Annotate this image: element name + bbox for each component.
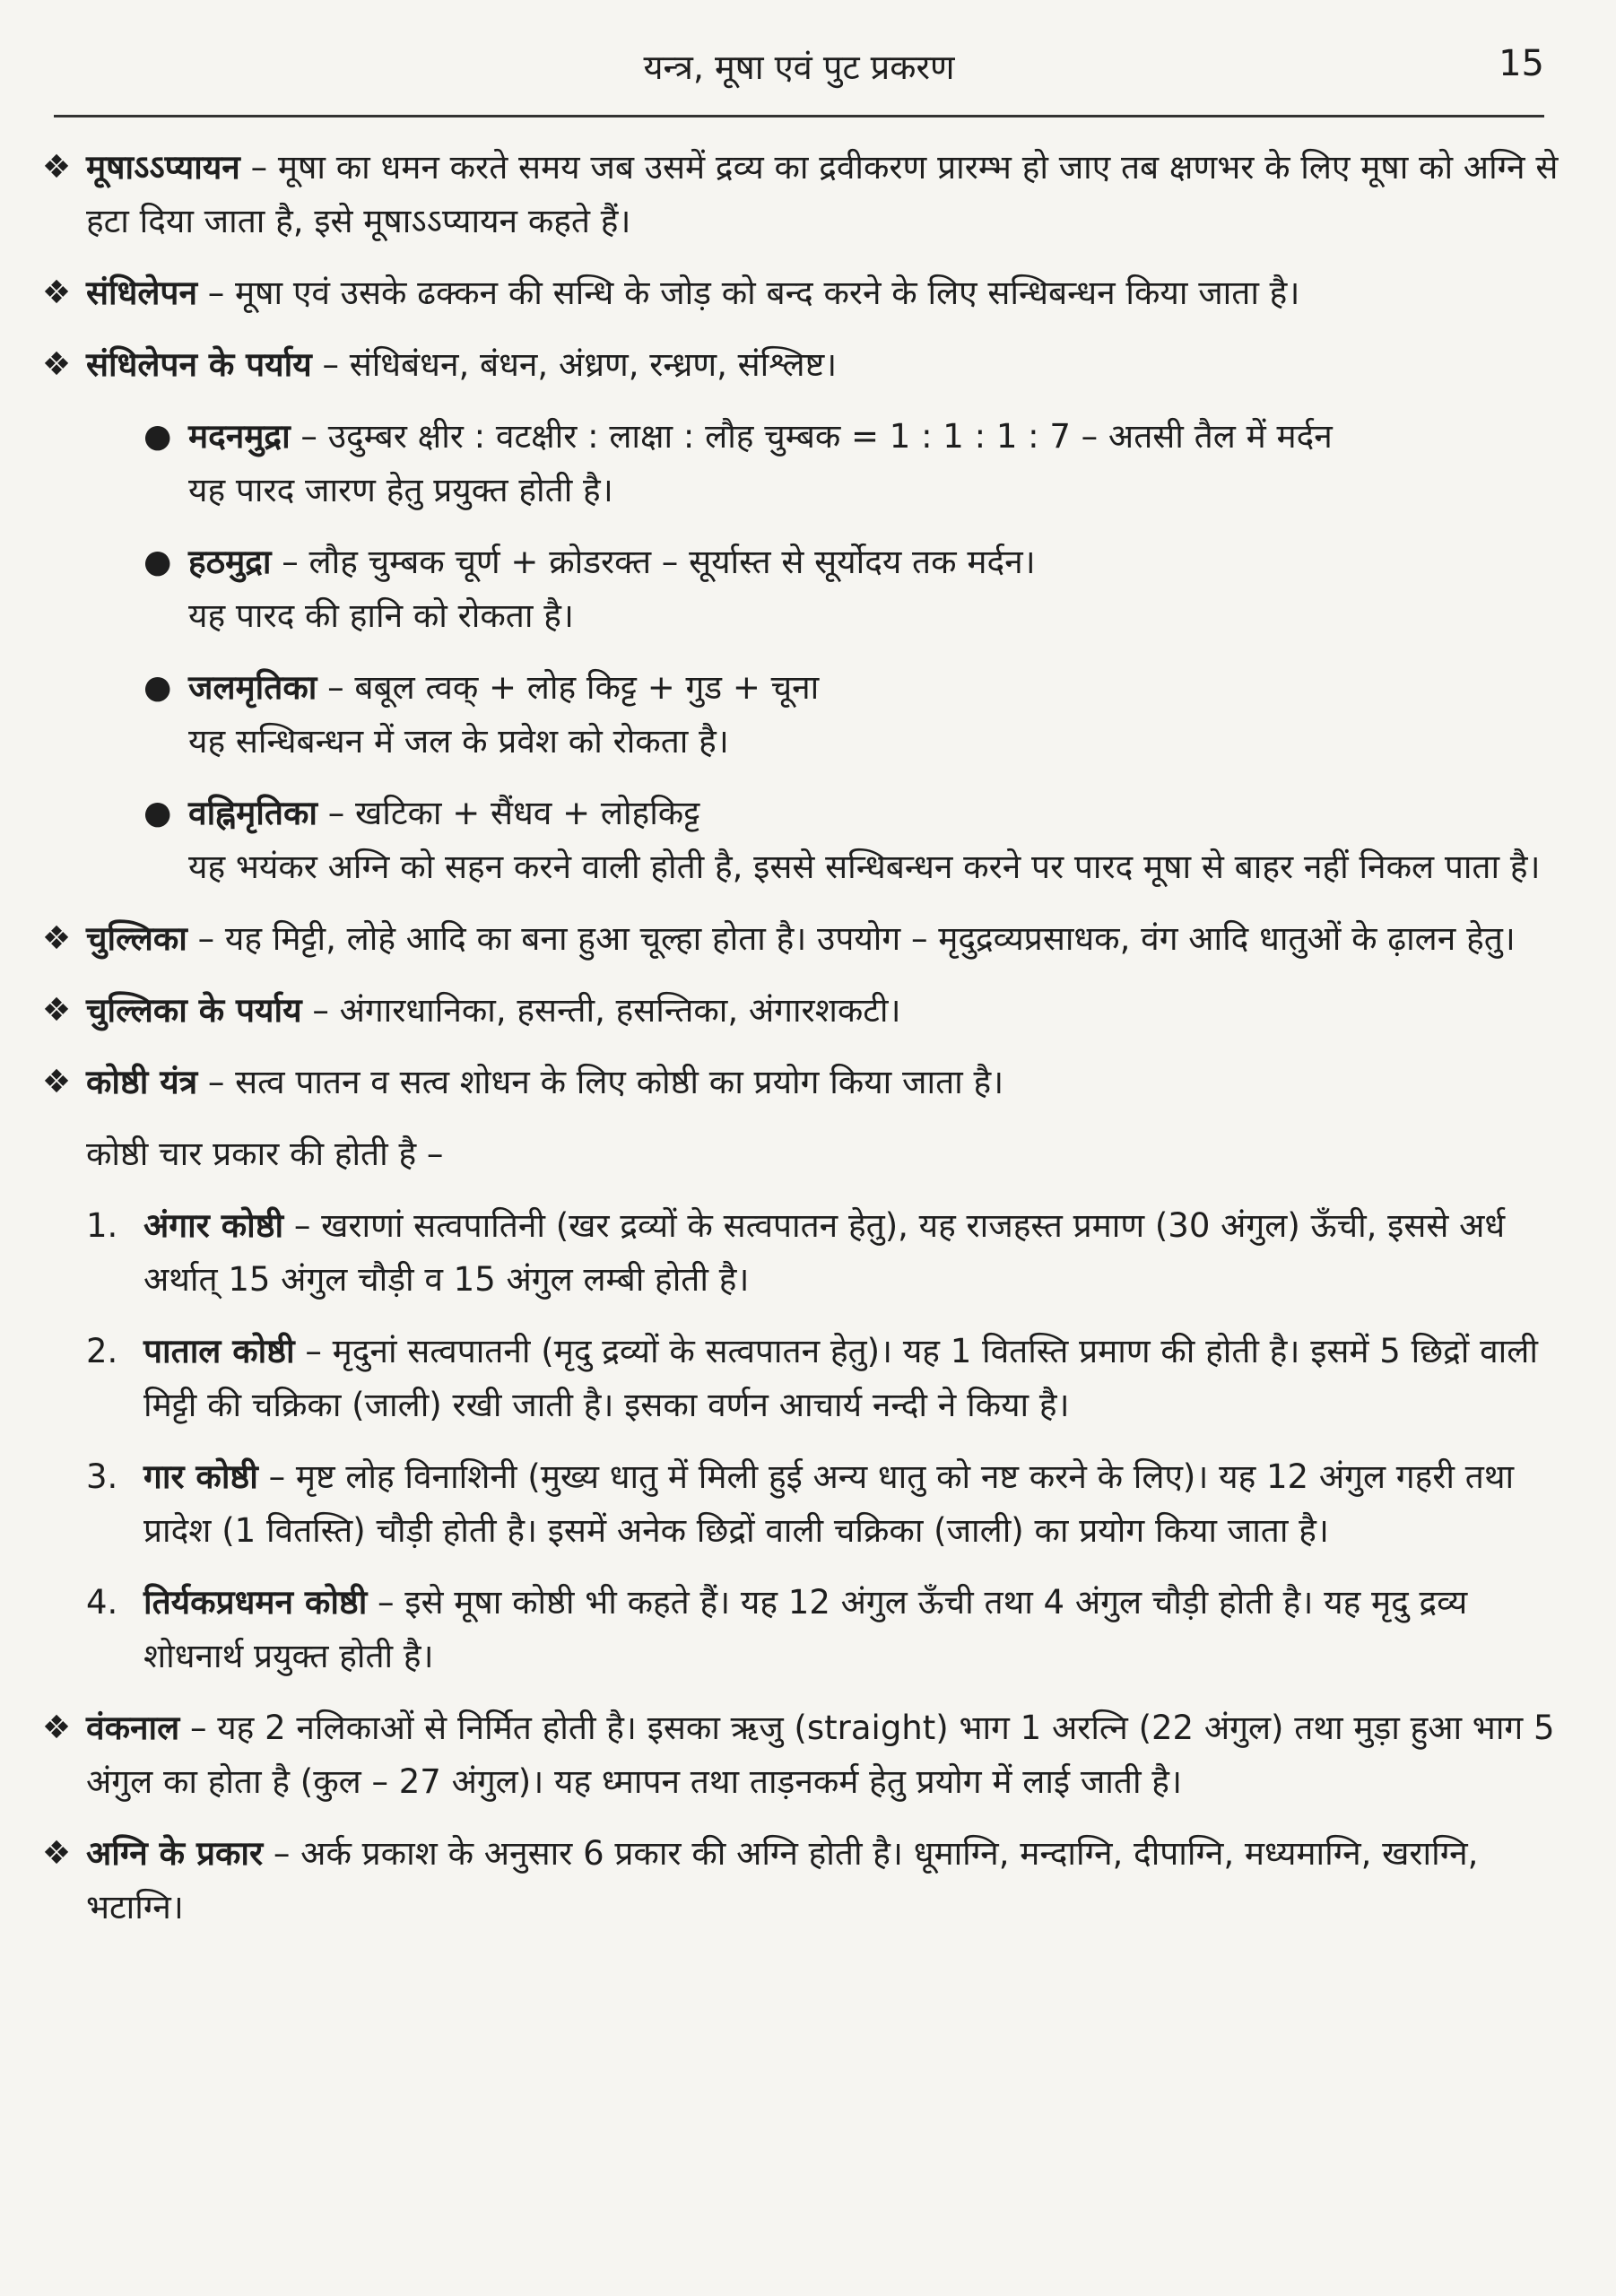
koshthi-text: – मृदुनां सत्वपातनी (मृदु द्रव्यों के सत्वपातन हेतु)। यह 1 वितस्ति प्रमाण की होती है। इसमें 5 छिद्रों वाली मिट्टी की चक्रिका (जाली) रखी जाती है। इसका वर्णन आचार्य नन्दी ने किया है।: [143, 1332, 1538, 1424]
mudra-note: यह भयंकर अग्नि को सहन करने वाली होती है, इससे सन्धिबन्धन करने पर पारद मूषा से बाहर नहीं निकल पाता है।: [188, 848, 1541, 886]
mudra-note: यह सन्धिबन्धन में जल के प्रवेश को रोकता है।: [188, 722, 729, 761]
mudra-term: वह्निमृतिका: [188, 794, 317, 832]
page-number: 15: [1499, 43, 1544, 84]
entry-term: कोष्ठी यंत्र: [86, 1063, 198, 1101]
entry-sandhilepan: [36, 266, 1562, 320]
round-bullet-icon: ●: [143, 669, 172, 706]
round-bullet-icon: ●: [143, 544, 172, 580]
entry-musha-apyayan: [36, 141, 1562, 248]
mudra-term: जलमृतिका: [188, 668, 317, 707]
entry-term: चुल्लिका: [86, 919, 187, 958]
entry-term: चुल्लिका के पर्याय: [86, 991, 302, 1030]
entry-text: – अंगारधानिका, हसन्ती, हसन्तिका, अंगारशकटी।: [301, 991, 901, 1030]
entry-text: – मूषा का धमन करते समय जब उसमें द्रव्य का द्रवीकरण प्रारम्भ हो जाए तब क्षणभर के लिए मूषा को अग्नि से हटा दिया जाता है, इसे मूषाऽऽप्यायन कहते हैं।: [86, 148, 1559, 240]
list-number: 3.: [86, 1457, 118, 1496]
entry-text: – मूषा एवं उसके ढक्कन की सन्धि के जोड़ को बन्द करने के लिए सन्धिबन्धन किया जाता है।: [197, 274, 1300, 312]
koshthi-term: तिर्यकप्रधमन कोष्ठी: [143, 1583, 368, 1622]
entry-sandhilepan-paryay: [36, 338, 1562, 392]
mudra-text: – बबूल त्वक् + लोह किट्ट + गुड + चूना: [317, 668, 820, 707]
round-bullet-icon: ●: [143, 418, 172, 455]
mudra-item: [143, 410, 1562, 517]
entry-agni-prakar: [36, 1827, 1562, 1935]
koshthi-term: गार कोष्ठी: [143, 1457, 258, 1496]
koshthi-type: [86, 1576, 1562, 1683]
entry-term: वंकनाल: [86, 1709, 180, 1747]
list-number: 2.: [86, 1332, 118, 1370]
diamond-bullet-icon: ❖: [41, 920, 72, 957]
entry-term: मूषाऽऽप्यायन: [86, 148, 240, 187]
diamond-bullet-icon: ❖: [41, 992, 72, 1029]
entry-term: संधिलेपन: [86, 274, 197, 312]
mudra-item: [143, 535, 1562, 643]
entry-chullika: [36, 912, 1562, 966]
page-header: [54, 0, 1544, 117]
koshthi-text: – मृष्ट लोह विनाशिनी (मुख्य धातु में मिली हुई अन्य धातु को नष्ट करने के लिए)। यह 12 अंगुल गहरी तथा प्रादेश (1 वितस्ति) चौड़ी होती है। इसमें अनेक छिद्रों वाली चक्रिका (जाली) का प्रयोग किया जाता है।: [143, 1457, 1515, 1550]
list-number: 1.: [86, 1206, 118, 1245]
diamond-bullet-icon: ❖: [41, 1064, 72, 1100]
entry-text: – अर्क प्रकाश के अनुसार 6 प्रकार की अग्नि होती है। धूमाग्नि, मन्दाग्नि, दीपाग्नि, मध्यमाग्नि, खराग्नि, भटाग्नि।: [86, 1834, 1479, 1926]
entry-term: संधिलेपन के पर्याय: [86, 345, 312, 384]
entry-koshthi-yantra: [36, 1056, 1562, 1109]
entry-chullika-paryay: [36, 984, 1562, 1038]
mudra-item: [143, 661, 1562, 769]
diamond-bullet-icon: ❖: [41, 1709, 72, 1746]
round-bullet-icon: ●: [143, 795, 172, 831]
koshthi-intro: कोष्ठी चार प्रकार की होती है –: [86, 1135, 444, 1173]
diamond-bullet-icon: ❖: [41, 346, 72, 383]
koshthi-type: [86, 1450, 1562, 1558]
mudra-term: हठमुद्रा: [188, 543, 272, 581]
mudra-text: – खटिका + सैंधव + लोहकिट्ट: [317, 794, 700, 832]
koshthi-term: पाताल कोष्ठी: [143, 1332, 295, 1370]
koshthi-type: [86, 1325, 1562, 1432]
koshthi-term: अंगार कोष्ठी: [143, 1206, 284, 1245]
chapter-title: यन्त्र, मूषा एवं पुट प्रकरण: [643, 48, 955, 87]
mudra-term: मदनमुद्रा: [188, 417, 291, 456]
page-content: [36, 117, 1562, 1935]
koshthi-text: – खराणां सत्वपातिनी (खर द्रव्यों के सत्वपातन हेतु), यह राजहस्त प्रमाण (30 अंगुल) ऊँची, इससे अर्ध अर्थात् 15 अंगुल चौड़ी व 15 अंगुल लम्बी होती है।: [143, 1206, 1506, 1299]
koshthi-type: [86, 1199, 1562, 1307]
entry-text: – यह मिट्टी, लोहे आदि का बना हुआ चूल्हा होता है। उपयोग – मृदुद्रव्यप्रसाधक, वंग आदि धातुओं के ढ़ालन हेतु।: [187, 919, 1516, 958]
diamond-bullet-icon: ❖: [41, 1835, 72, 1872]
diamond-bullet-icon: ❖: [41, 149, 72, 186]
diamond-bullet-icon: ❖: [41, 274, 72, 311]
koshthi-text: – इसे मूषा कोष्ठी भी कहते हैं। यह 12 अंगुल ऊँची तथा 4 अंगुल चौड़ी होती है। यह मृदु द्रव्य शोधनार्थ प्रयुक्त होती है।: [143, 1583, 1468, 1675]
entry-text: – सत्व पातन व सत्व शोधन के लिए कोष्ठी का प्रयोग किया जाता है।: [197, 1063, 1004, 1101]
entry-text: – संधिबंधन, बंधन, अंध्रण, रन्ध्रण, संश्लिष्ट।: [311, 345, 838, 384]
mudra-note: यह पारद की हानि को रोकता है।: [188, 596, 574, 635]
mudra-item: [143, 787, 1562, 894]
mudra-text: – उदुम्बर क्षीर : वटक्षीर : लाक्षा : लौह चुम्बक = 1 : 1 : 1 : 7 – अतसी तैल में मर्दन: [290, 417, 1333, 456]
list-number: 4.: [86, 1583, 118, 1622]
mudra-text: – लौह चुम्बक चूर्ण + क्रोडरक्त – सूर्यास्त से सूर्योदय तक मर्दन।: [271, 543, 1036, 581]
entry-term: अग्नि के प्रकार: [86, 1834, 264, 1873]
entry-text: – यह 2 नलिकाओं से निर्मित होती है। इसका ऋजु (straight) भाग 1 अरत्नि (22 अंगुल) तथा मुड़ा हुआ भाग 5 अंगुल का होता है (कुल – 27 अंगुल)। यह ध्मापन तथा ताड़नकर्म हेतु प्रयोग में लाई जाती है।: [86, 1709, 1555, 1801]
entry-vankanal: [36, 1701, 1562, 1809]
mudra-note: यह पारद जारण हेतु प्रयुक्त होती है।: [188, 471, 613, 509]
